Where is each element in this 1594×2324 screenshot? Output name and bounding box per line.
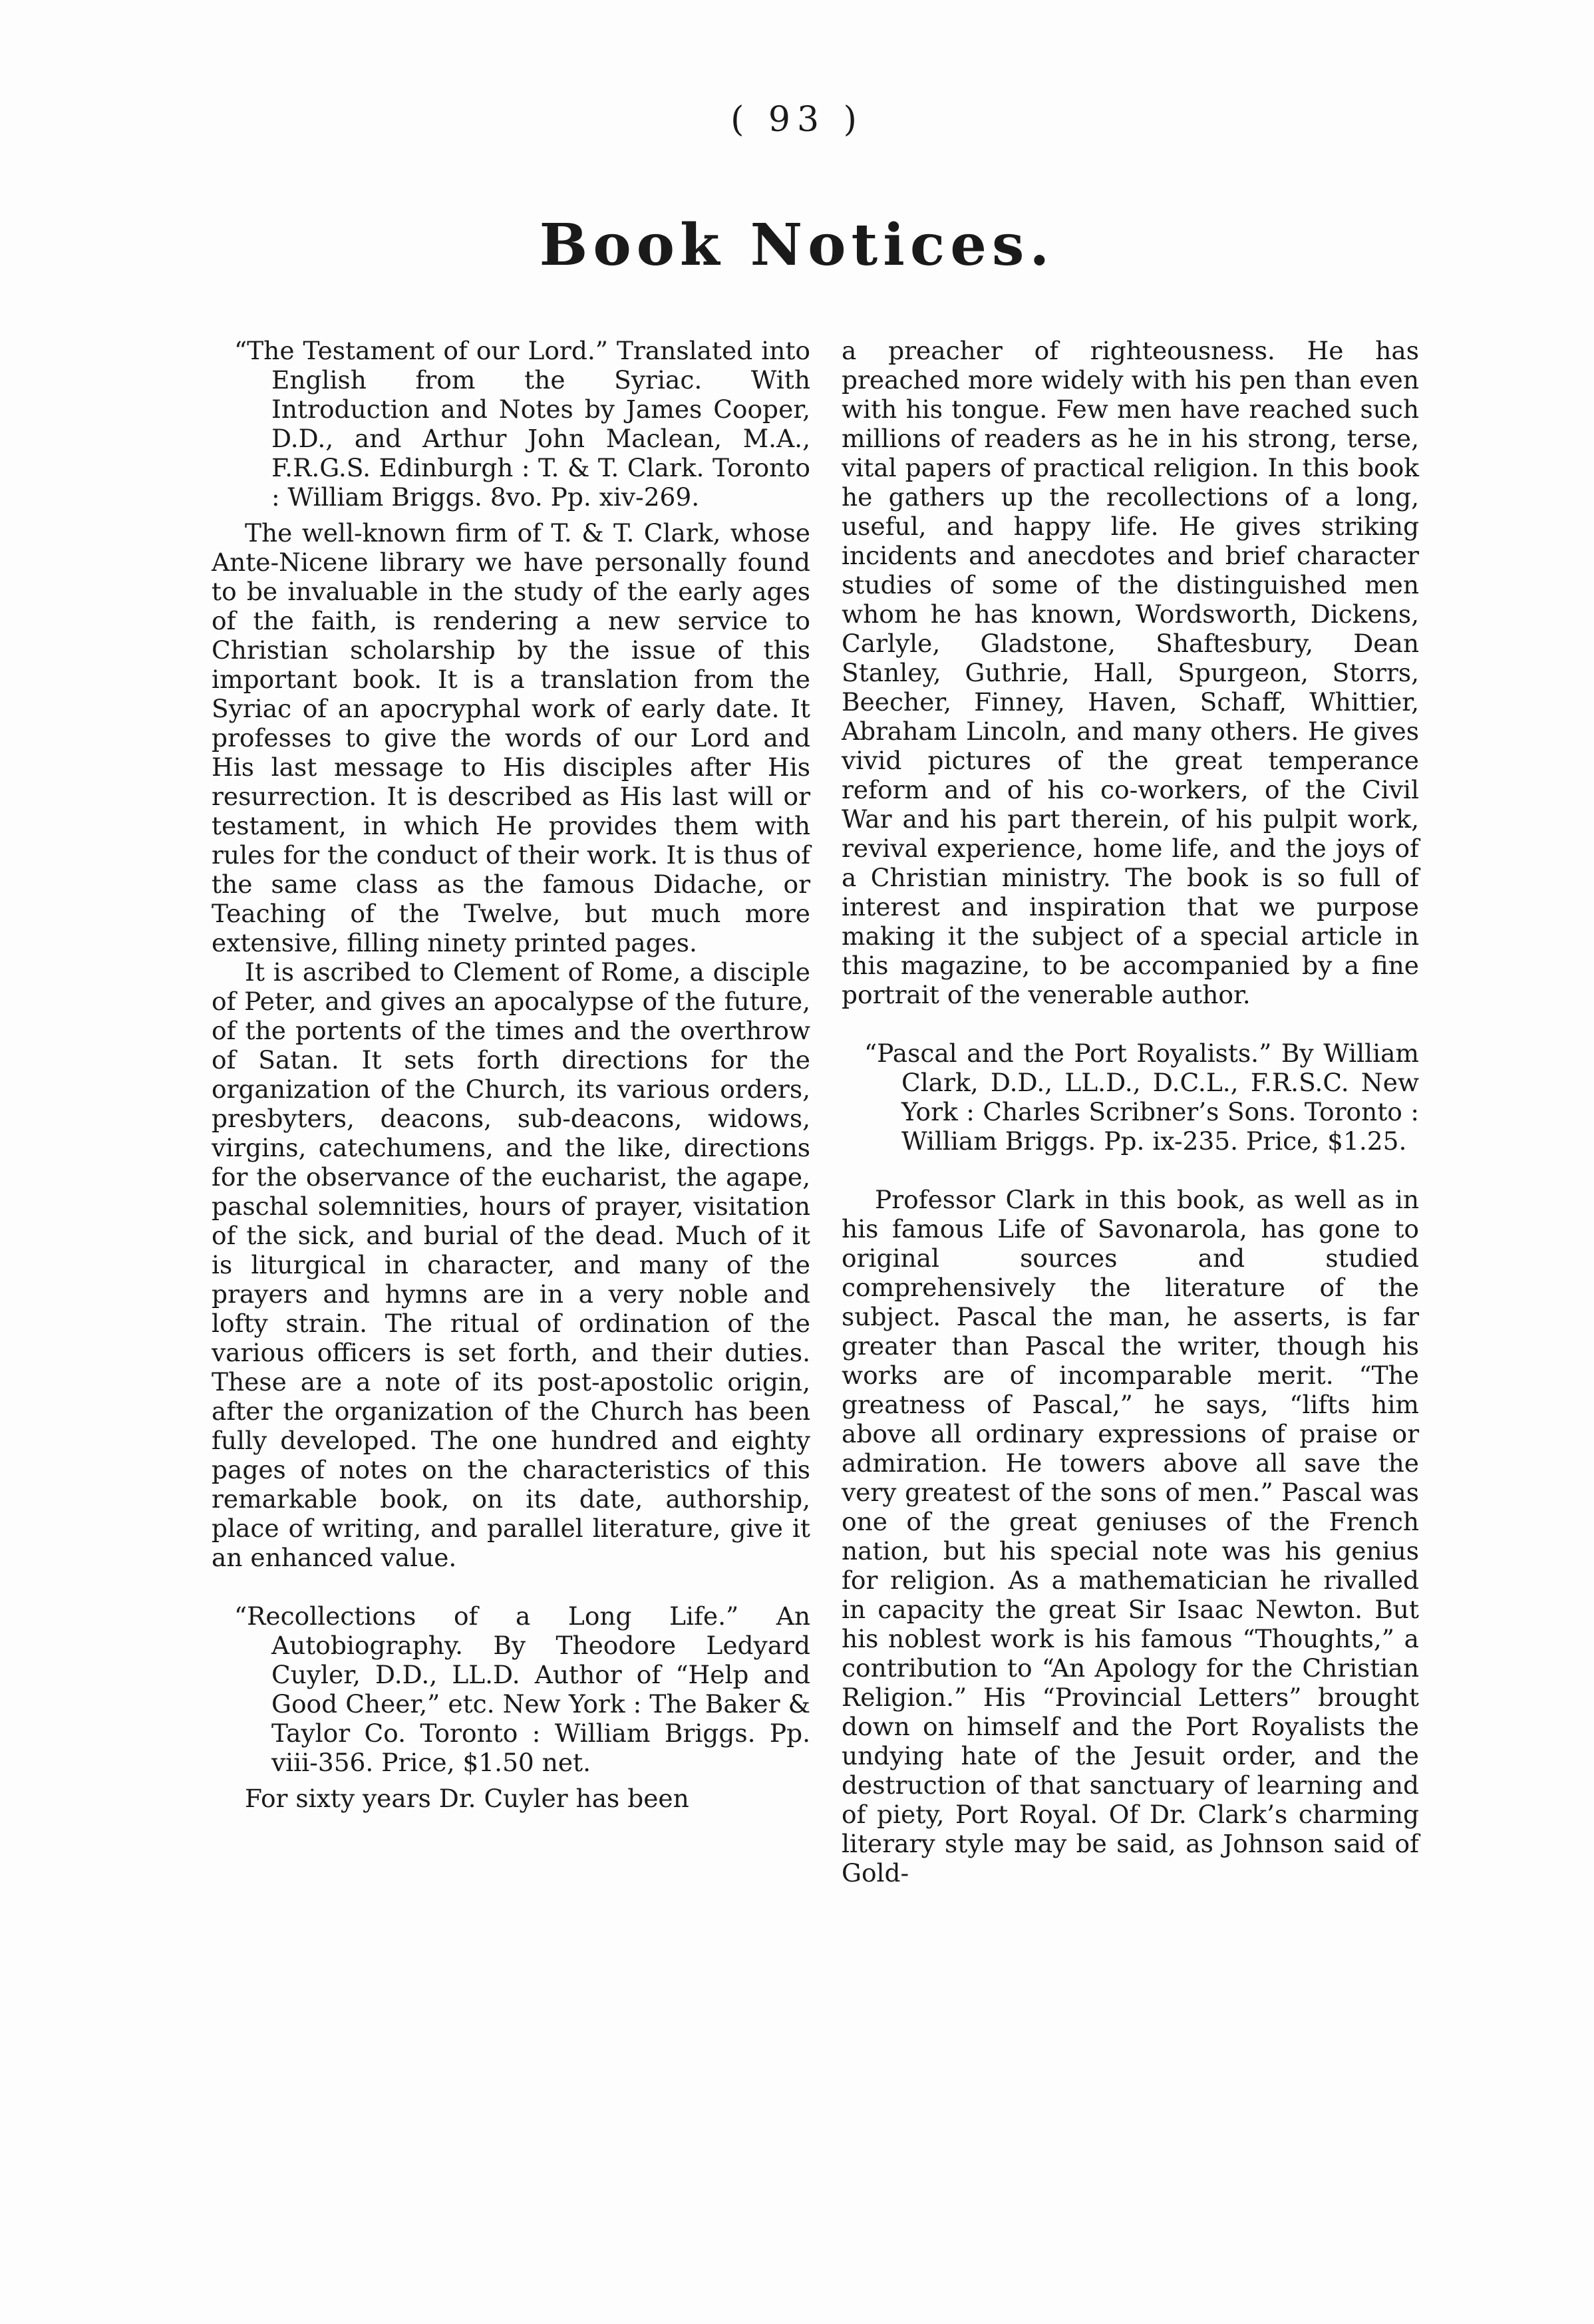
review-paragraph: Professor Clark in this book, as well as in his famous Life of Savonarola, has gone to original sources and studied comprehensively the literature of the subject. Pascal the man, he asserts, is far greater than Pascal the writer, though his works are of incomparable merit. “The greatness of Pascal,” he says, “lifts him above all ordinary expressions of praise or admiration. He towers above all save the very greatest of the sons of men.” Pascal was one of the great geniuses of the French nation, but his special note was his genius for religion. As a mathematician he rivalled in capacity the great Sir Isaac Newton. But his noblest work is his famous “Thoughts,” a contribution to “An Apology for the Christian Religion.” His “Provincial Letters” brought down on himself and the Port Royalists the undying hate of the Jesuit order, and the destruction of that sanctuary of learning and of piety, Port Royal. Of Dr. Clark’s charming literary style may be said, as Johnson said of Gold- [842, 1185, 1419, 1888]
book-entry-pascal: “Pascal and the Port Royalists.” By William Clark, D.D., LL.D., D.C.L., F.R.S.C. New York : Charles Scribner’s Sons. Toronto : William Briggs. Pp. ix-235. Price, $1.25. [864, 1039, 1419, 1156]
review-paragraph: For sixty years Dr. Cuyler has been [245, 1784, 689, 1813]
right-column [842, 336, 1419, 1888]
left-column [212, 336, 810, 1813]
book-entry-recollections: “Recollections of a Long Life.” An Autobiography. By Theodore Ledyard Cuyler, D.D., LL.D. Author of “Help and Good Cheer,” etc. New York : The Baker & Taylor Co. Toronto : William Briggs. Pp. viii-356. Price, $1.50 net. [234, 1601, 810, 1777]
page-number: ( 93 ) [730, 100, 864, 140]
review-paragraph: a preacher of righteousness. He has preached more widely with his pen than even with his tongue. Few men have reached such millions of readers as he in his strong, terse, vital papers of practical religion. In this book he gathers up the recollections of a long, useful, and happy life. He gives striking incidents and anecdotes and brief character studies of some of the distinguished men whom he has known, Wordsworth, Dickens, Carlyle, Gladstone, Shaftesbury, Dean Stanley, Guthrie, Hall, Spurgeon, Storrs, Beecher, Finney, Haven, Schaff, Whittier, Abraham Lincoln, and many others. He gives vivid pictures of the great temperance reform and of his co-workers, of the Civil War and his part therein, of his pulpit work, revival experience, home life, and the joys of a Christian ministry. The book is so full of interest and inspiration that we purpose making it the subject of a special article in this magazine, to be accompanied by a fine portrait of the venerable author. [842, 336, 1419, 1009]
page-title: Book Notices. [539, 212, 1055, 279]
review-paragraph: It is ascribed to Clement of Rome, a disciple of Peter, and gives an apocalypse of the future, of the portents of the times and the overthrow of Satan. It sets forth directions for the organization of the Church, its various orders, presbyters, deacons, sub-deacons, widows, virgins, catechumens, and the like, directions for the observance of the eucharist, the agape, paschal solemnities, hours of prayer, visitation of the sick, and burial of the dead. Much of it is liturgical in character, and many of the prayers and hymns are in a very noble and lofty strain. The ritual of ordination of the various officers is set forth, and their duties. These are a note of its post-apostolic origin, after the organization of the Church has been fully developed. The one hundred and eighty pages of notes on the characteristics of this remarkable book, on its date, authorship, place of writing, and parallel literature, give it an enhanced value. [212, 957, 810, 1572]
book-entry-testament: “The Testament of our Lord.” Translated into English from the Syriac. With Introduction and Notes by James Cooper, D.D., and Arthur John Maclean, M.A., F.R.G.S. Edinburgh : T. & T. Clark. Toronto : William Briggs. 8vo. Pp. xiv-269. [234, 336, 810, 512]
review-paragraph: The well-known firm of T. & T. Clark, whose Ante-Nicene library we have personally found to be invaluable in the study of the early ages of the faith, is rendering a new service to Christian scholarship by the issue of this important book. It is a translation from the Syriac of an apocryphal work of early date. It professes to give the words of our Lord and His last message to His disciples after His resurrection. It is described as His last will or testament, in which He provides them with rules for the conduct of their work. It is thus of the same class as the famous Didache, or Teaching of the Twelve, but much more extensive, filling ninety printed pages. [212, 518, 810, 957]
